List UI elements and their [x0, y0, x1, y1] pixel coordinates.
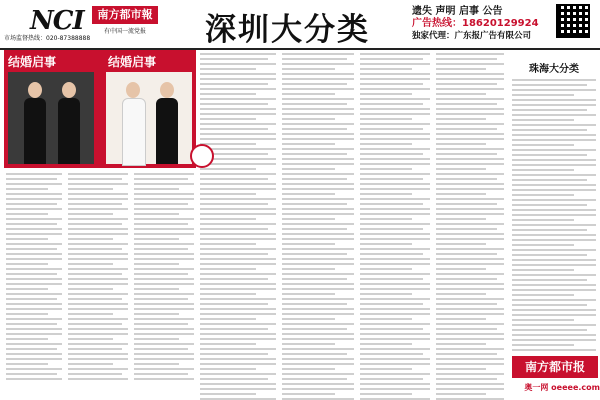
footer-website[interactable]: 奥一网 oeeee.com — [524, 383, 600, 392]
exclusive-agent: 独家代理：广东报广告有限公司 — [412, 31, 532, 41]
notice-column-1 — [4, 170, 64, 400]
wedding-photo-left — [8, 72, 94, 164]
red-seal-stamp — [190, 144, 214, 168]
notice-column-6 — [358, 50, 432, 400]
footer-newspaper-logo: 南方都市报 — [512, 356, 598, 378]
qr-code-icon[interactable] — [556, 4, 590, 38]
wedding-banner-right: 结婚启事 — [108, 55, 157, 69]
newspaper-logo-mark: NCI — [30, 6, 84, 36]
newspaper-logo-text: 南方都市報 — [92, 6, 158, 24]
wedding-photo-right — [106, 72, 192, 164]
notice-column-3 — [132, 170, 196, 400]
wedding-banner-left: 结婚启事 — [8, 55, 57, 69]
header-contact-block — [412, 6, 552, 42]
page-title: 深圳大分类 — [205, 12, 370, 48]
wedding-announcement-block — [4, 50, 196, 168]
masthead-header — [0, 0, 600, 50]
supervision-hotline: 市场监督热线：020-87388888 — [4, 35, 91, 42]
notice-column-2 — [66, 170, 130, 400]
notice-column-4 — [198, 50, 278, 400]
zhuhai-notice-column — [510, 76, 598, 354]
notice-column-7 — [434, 50, 506, 400]
zhuhai-section-title: 珠海大分类 — [529, 64, 579, 75]
ad-hotline: 广告热线：18620129924 — [412, 18, 539, 29]
notice-types: 遗失 声明 启事 公告 — [412, 6, 503, 17]
notice-column-5 — [280, 50, 356, 400]
newspaper-slogan: 有中国一流党报 — [103, 28, 146, 35]
